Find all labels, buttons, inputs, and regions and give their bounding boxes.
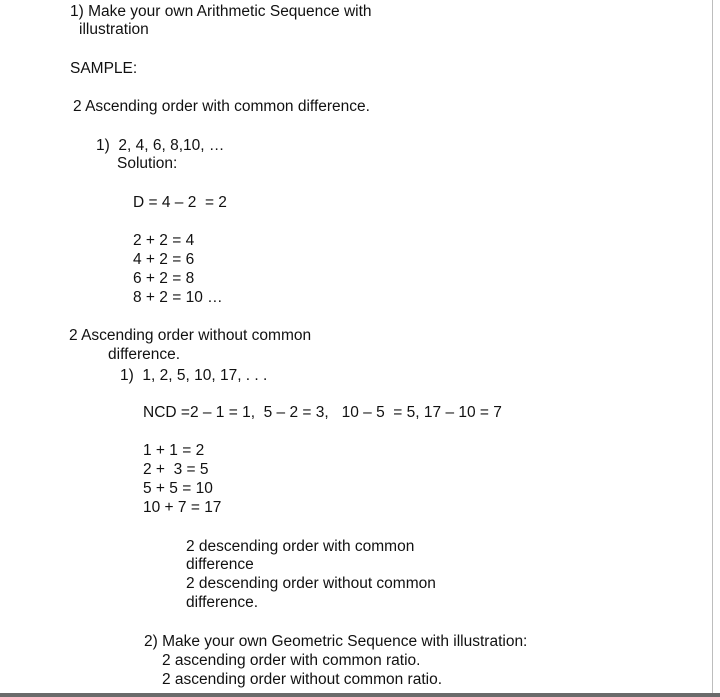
section-a-solution-label: Solution:: [117, 155, 178, 172]
task-2-line-3: 2 ascending order without common ratio.: [162, 671, 443, 688]
section-b-item: 1) 1, 2, 5, 10, 17, . . .: [120, 367, 268, 384]
page-edge-bottom: [0, 693, 720, 697]
section-b-ncd: NCD =2 – 1 = 1, 5 – 2 = 3, 10 – 5 = 5, 17 – 10 = 7: [143, 404, 502, 421]
section-b-heading-line-2: difference.: [108, 346, 181, 363]
section-b-heading-line-1: 2 Ascending order without common: [69, 327, 312, 344]
section-b-step: 10 + 7 = 17: [143, 499, 222, 516]
task-1-title-line-1: 1) Make your own Arithmetic Sequence with: [70, 3, 372, 20]
remaining-line-3: 2 descending order without common: [186, 575, 436, 592]
section-a-heading: 2 Ascending order with common difference.: [73, 98, 370, 115]
section-a-step: 6 + 2 = 8: [133, 270, 195, 287]
section-a-item: 1) 2, 4, 6, 8,10, …: [96, 137, 225, 154]
remaining-line-1: 2 descending order with common: [186, 538, 415, 555]
page-edge-right: [712, 0, 713, 697]
section-b-step: 1 + 1 = 2: [143, 442, 205, 459]
section-a-difference: D = 4 – 2 = 2: [133, 194, 227, 211]
section-b-step: 2 + 3 = 5: [143, 461, 209, 478]
task-2-title: 2) Make your own Geometric Sequence with illustration:: [144, 633, 528, 650]
task-1-title-line-2: illustration: [79, 21, 149, 38]
task-2-line-2: 2 ascending order with common ratio.: [162, 652, 421, 669]
section-a-step: 8 + 2 = 10 …: [133, 289, 223, 306]
section-a-step: 2 + 2 = 4: [133, 232, 195, 249]
section-b-step: 5 + 5 = 10: [143, 480, 213, 497]
remaining-line-4: difference.: [186, 594, 259, 611]
section-a-step: 4 + 2 = 6: [133, 251, 195, 268]
remaining-line-2: difference: [186, 556, 254, 573]
sample-label: SAMPLE:: [70, 60, 138, 77]
